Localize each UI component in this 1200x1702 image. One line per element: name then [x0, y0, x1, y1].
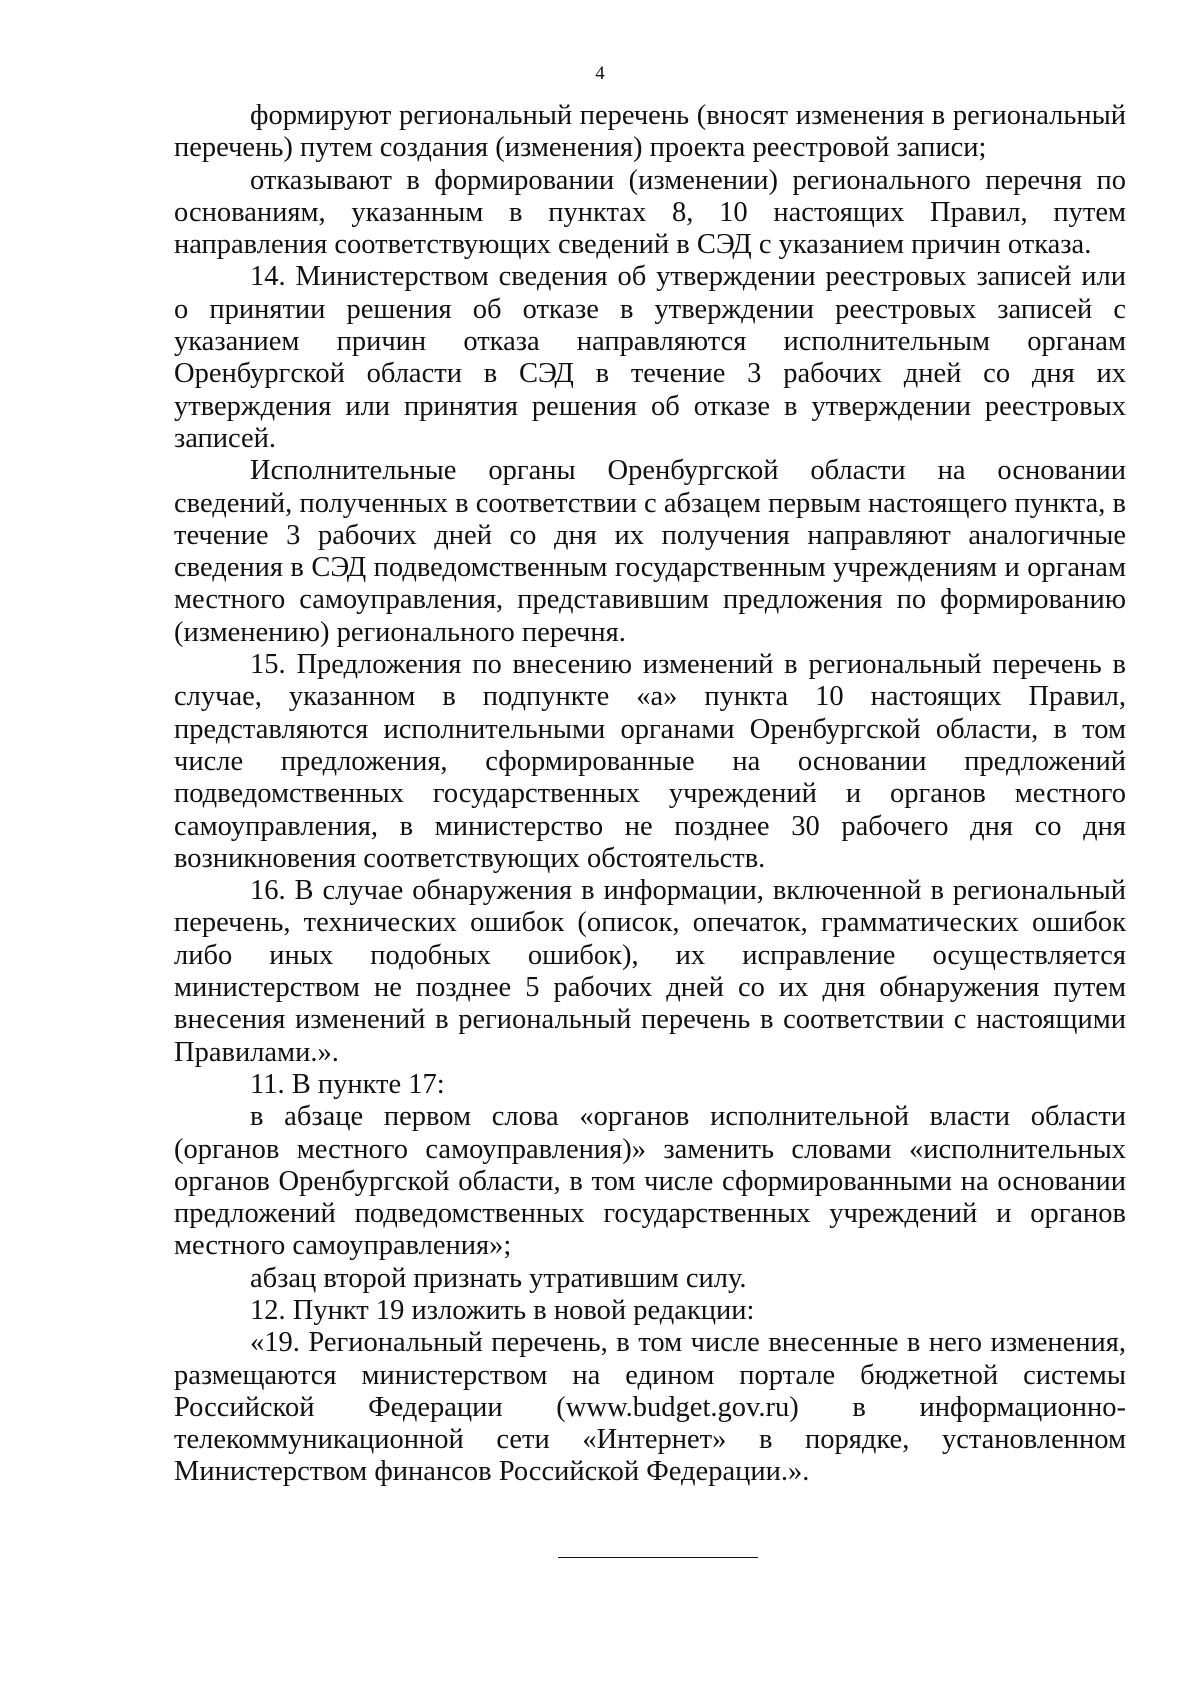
paragraph: абзац второй признать утратившим силу. [250, 1262, 747, 1294]
paragraph: «19. Региональный перечень, в том числе внесенные в него изменения, размещаются министерством на едином портале бюджетной системы Российской Федерации (www.budget.gov.ru) в информационно-телекоммуникационной сети «Интернет» в порядке, установленном Министерством финансов Российской Федерации.». [174, 1327, 1126, 1488]
paragraph: в абзаце первом слова «органов исполнительной власти области (органов местного самоуправления)» заменить словами «исполнительных органов Оренбургской области, в том числе сформированными на основании предложений подведомственных государственных учреждений и органов местного самоуправления»; [174, 1101, 1126, 1262]
paragraph: 15. Предложения по внесению изменений в региональный перечень в случае, указанном в подпункте «а» пункта 10 настоящих Правил, представляются исполнительными органами Оренбургской области, в том числе предложения, сформированные на основании предложений подведомственных государственных учреждений и органов местного самоуправления, в министерство не позднее 30 рабочего дня со дня возникновения соответствующих обстоятельств. [174, 649, 1126, 874]
paragraph: 11. В пункте 17: [250, 1068, 445, 1100]
paragraph: 14. Министерством сведения об утверждении реестровых записей или о принятии решения об отказе в утверждении реестровых записей с указанием причин отказа направляются исполнительным органам Оренбургской области в СЭД в течение 3 рабочих дней со дня их утверждения или принятия решения об отказе в утверждении реестровых записей. [174, 261, 1126, 454]
end-of-document-rule [558, 1557, 758, 1558]
paragraph: 12. Пункт 19 изложить в новой редакции: [250, 1294, 755, 1326]
paragraph: формируют региональный перечень (вносят изменения в региональный перечень) путем создания (изменения) проекта реестровой записи; [174, 100, 1126, 164]
page-number: 4 [595, 63, 605, 84]
document-body [174, 100, 1126, 1489]
paragraph: 16. В случае обнаружения в информации, включенной в региональный перечень, технических ошибок (описок, опечаток, грамматических ошибок либо иных подобных ошибок), их исправление осуществляется министерством не позднее 5 рабочих дней со их дня обнаружения путем внесения изменений в региональный перечень в соответствии с настоящими Правилами.». [174, 875, 1126, 1068]
paragraph: отказывают в формировании (изменении) регионального перечня по основаниям, указанным в пунктах 8, 10 настоящих Правил, путем направления соответствующих сведений в СЭД с указанием причин отказа. [174, 164, 1126, 261]
paragraph: Исполнительные органы Оренбургской области на основании сведений, полученных в соответствии с абзацем первым настоящего пункта, в течение 3 рабочих дней со дня их получения направляют аналогичные сведения в СЭД подведомственным государственным учреждениям и органам местного самоуправления, представившим предложения по формированию (изменению) регионального перечня. [174, 455, 1126, 648]
